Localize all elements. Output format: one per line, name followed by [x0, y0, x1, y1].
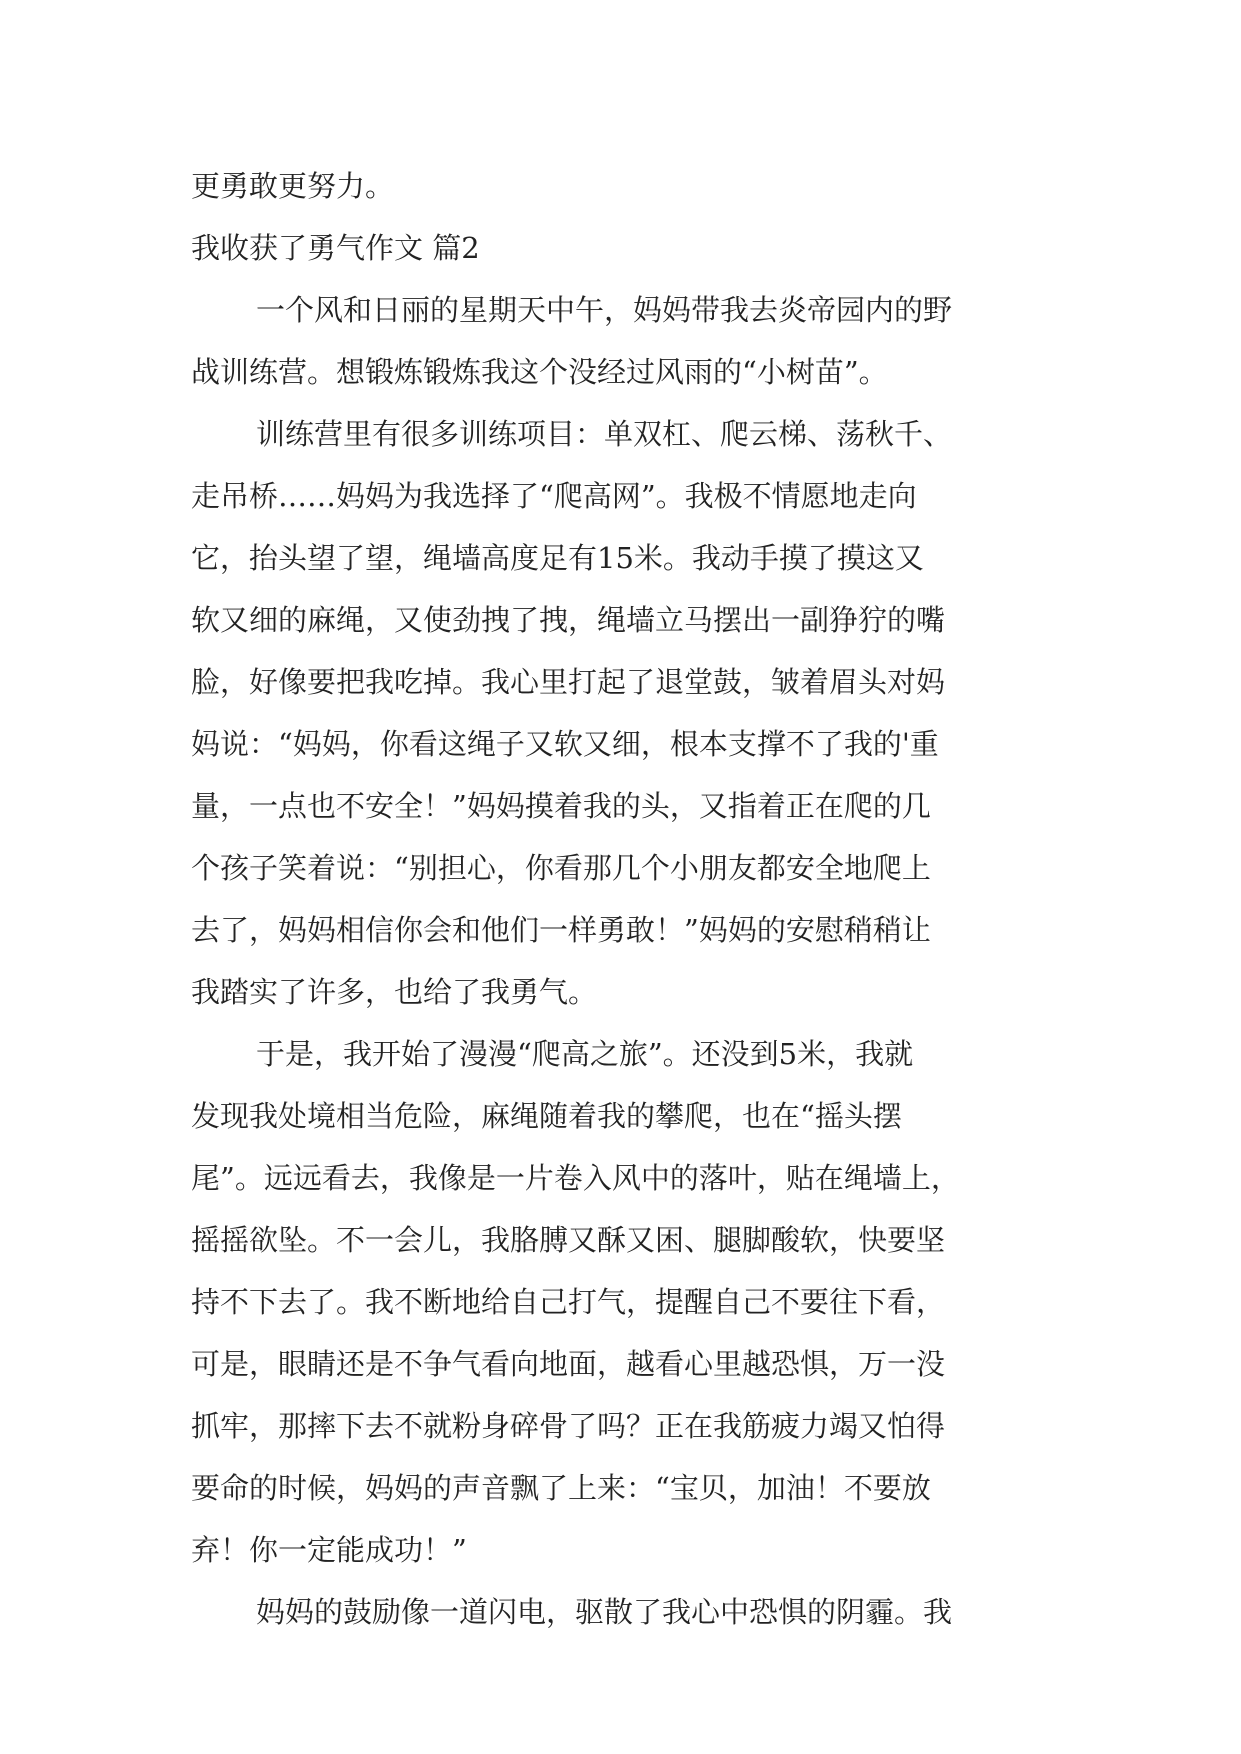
paragraph-4-line: 妈妈的鼓励像一道闪电，驱散了我心中恐惧的阴霾。我: [256, 1595, 953, 1629]
paragraph-3-line: 持不下去了。我不断地给自己打气，提醒自己不要往下看，: [191, 1285, 946, 1319]
paragraph-3-line: 可是，眼睛还是不争气看向地面，越看心里越恐惧，万一没: [191, 1347, 946, 1381]
paragraph-2-line: 我踏实了许多，也给了我勇气。: [191, 975, 598, 1009]
paragraph-2-line: 量，一点也不安全！”妈妈摸着我的头，又指着正在爬的几: [191, 789, 931, 823]
paragraph-2-line: 软又细的麻绳，又使劲拽了拽，绳墙立马摆出一副狰狞的嘴: [191, 603, 946, 637]
paragraph-2-line: 脸，好像要把我吃掉。我心里打起了退堂鼓，皱着眉头对妈: [191, 665, 946, 699]
intro-line: 更勇敢更努力。: [191, 169, 395, 203]
article-heading: 我收获了勇气作文 篇2: [191, 231, 480, 265]
paragraph-2-line: 训练营里有很多训练项目：单双杠、爬云梯、荡秋千、: [256, 417, 953, 451]
paragraph-1-line: 一个风和日丽的星期天中午，妈妈带我去炎帝园内的野: [256, 293, 953, 327]
paragraph-3-line: 发现我处境相当危险，麻绳随着我的攀爬，也在“摇头摆: [191, 1099, 902, 1133]
paragraph-3-line: 弃！你一定能成功！”: [191, 1533, 467, 1567]
paragraph-3-line: 抓牢，那摔下去不就粉身碎骨了吗？正在我筋疲力竭又怕得: [191, 1409, 946, 1443]
paragraph-2-line: 个孩子笑着说：“别担心，你看那几个小朋友都安全地爬上: [191, 851, 931, 885]
paragraph-3-line: 于是，我开始了漫漫“爬高之旅”。还没到5米，我就: [256, 1037, 914, 1071]
paragraph-2-line: 走吊桥……妈妈为我选择了“爬高网”。我极不情愿地走向: [191, 479, 917, 513]
paragraph-3-line: 摇摇欲坠。不一会儿，我胳膊又酥又困、腿脚酸软，快要坚: [191, 1223, 946, 1257]
paragraph-2-line: 妈说：“妈妈，你看这绳子又软又细，根本支撑不了我的'重: [191, 727, 939, 761]
paragraph-2-line: 它，抬头望了望，绳墙高度足有15米。我动手摸了摸这又: [191, 541, 924, 575]
paragraph-1-line: 战训练营。想锻炼锻炼我这个没经过风雨的“小树苗”。: [191, 355, 888, 389]
paragraph-2-line: 去了，妈妈相信你会和他们一样勇敢！”妈妈的安慰稍稍让: [191, 913, 931, 947]
paragraph-3-line: 要命的时候，妈妈的声音飘了上来：“宝贝，加油！不要放: [191, 1471, 931, 1505]
paragraph-3-line: 尾”。远远看去，我像是一片卷入风中的落叶，贴在绳墙上，: [191, 1161, 960, 1195]
article-body: [191, 155, 1071, 1643]
